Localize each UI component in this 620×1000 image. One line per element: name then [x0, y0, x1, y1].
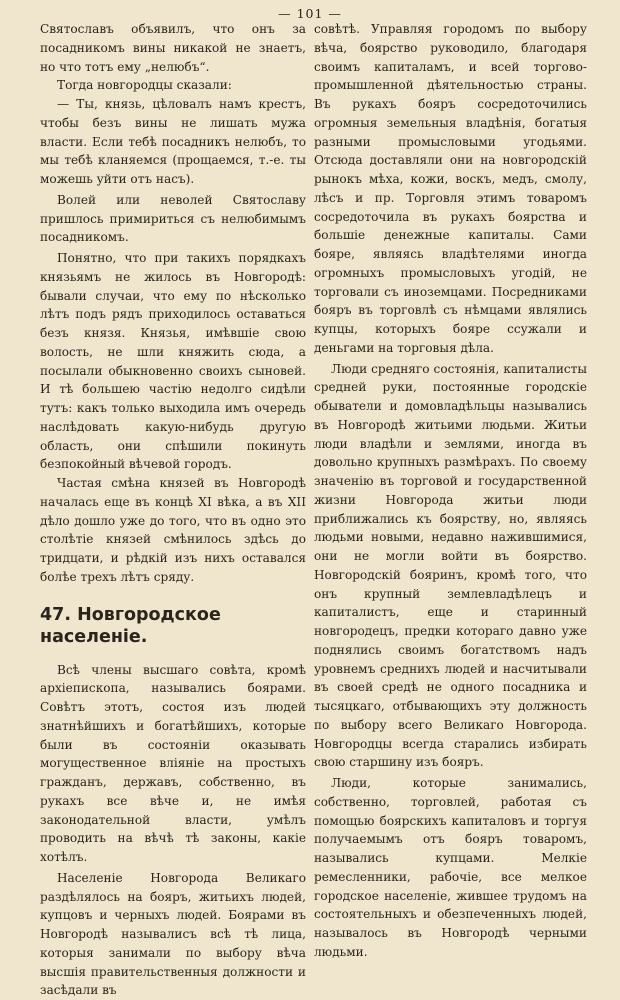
paragraph: Волей или неволей Святославу пришлось примириться съ нелюбимымъ посадникомъ. [40, 192, 306, 245]
left-column [40, 20, 306, 1000]
paragraph: Понятно, что при такихъ порядкахъ князьямъ не жилось въ Новгородѣ: бывали случаи, что ему по нѣсколько лѣтъ подъ рядъ приходилось оставаться безъ князя. Князья, имѣвшіе свою волость, не шли княжить сюда, а посылали обыкновенно своихъ сыновей. И тѣ большею частію недолго сидѣли тутъ: какъ только выходила имъ очередь наслѣдовать какую-нибудь другую область, они спѣшили покинуть безпокойный вѣчевой городъ. [40, 251, 306, 472]
paragraph: Святославъ объявилъ, что онъ за посадникомъ вины никакой не знаетъ, но что тотъ ему „нелюбъ“. [40, 22, 306, 74]
paragraph: Люди, которые занимались, собственно, торговлей, работая съ помощью боярскихъ капиталовъ и торгуя получаемымъ отъ бояръ товаромъ, назывались купцами. Мелкіе ремесленники, рабочіе, все мелкое городское населеніе, жившее трудомъ на состоятельныхъ и обезпеченныхъ людей, называлось въ Новгородѣ черными людьми. [314, 776, 587, 959]
paragraph: — Ты, князь, цѣловалъ намъ крестъ, чтобы безъ вины не лишать мужа власти. Если тебѣ посадникъ нелюбъ, то мы тебѣ кланяемся (прощаемся, т.-е. ты можешь уйти отъ насъ). [40, 97, 306, 186]
right-column [314, 20, 587, 962]
page-number: — 101 — [278, 6, 342, 21]
paragraph: Населеніе Новгорода Великаго раздѣлялось на бояръ, житьихъ людей, купцовъ и черныхъ людей. Боярами въ Новгородѣ называлисъ всѣ тѣ лица, которыя занимали по выбору вѣча высшія правительственныя должности и засѣдали въ [40, 870, 306, 998]
paragraph: Люди средняго состоянія, капиталисты средней руки, постоянные городскіе обыватели и домовладѣльцы назывались въ Новгородѣ житьими людьми. Житьи люди владѣли и землями, иногда въ довольно крупныхъ размѣрахъ. По своему значенію въ торговой и государственной жизни Новгорода житьи люди приближались къ боярству, но, являясь людьми новыми, недавно нажившимися, они не могли войти въ боярство. Новгородскій бояринъ, кромѣ того, что онъ крупный землевладѣлецъ и капиталистъ, еще и старинный новгородецъ, предки котораго давно уже поднялись своимъ богатствомъ надъ уровнемъ среднихъ людей и насчитывали въ своей средѣ не одного посадника и тысяцкаго, отбывающихъ эту должность по выбору всего Великаго Новгорода. Новгородцы всегда старались избирать свою старшину изъ бояръ. [314, 361, 587, 770]
paragraph: Тогда новгородцы сказали: [57, 78, 232, 93]
paragraph: Частая смѣна князей въ Новгородѣ началась еще въ концѣ XI вѣка, а въ XII дѣло дошло уже до того, что въ одно это столѣтіе князей смѣнилось здѣсь до тридцати, и рѣдкій изъ нихъ оставался болѣе трехъ лѣтъ сряду. [40, 476, 306, 584]
section-heading: 47. Новгородское населеніе. [40, 604, 221, 647]
paragraph: совѣтѣ. Управляя городомъ по выбору вѣча, боярство руководило, благодаря своимъ капиталамъ, и всей торгово-промышленной дѣятельностью страны. Въ рукахъ бояръ сосредоточились огромныя земельныя владѣнія, богатыя разными промысловыми угодьями. Отсюда доставляли они на новгородскій рынокъ мѣха, кожи, воскъ, медъ, смолу, лѣсъ и пр. Торговля этимъ товаромъ сосредоточила въ рукахъ боярства и большіе денежные капиталы. Сами бояре, являясь владѣтелями иногда огромныхъ промысловыхъ угодій, не торговали съ иноземцами. Посредниками бояръ въ торговлѣ съ нѣмцами являлись купцы, которыхъ бояре ссужали и деньгами на торговыя дѣла. [314, 22, 587, 355]
paragraph: Всѣ члены высшаго совѣта, кромѣ архіепископа, назывались боярами. Совѣтъ этотъ, состоя изъ людей знатнѣйшихъ и богатѣйшихъ, которые были въ состояніи оказывать могущественное вліяніе на простыхъ гражданъ, державъ, собственно, въ рукахъ все вѣче и, не имѣя законодательной власти, умѣлъ проводить на вѣчѣ тѣ законы, какіе хотѣлъ. [40, 662, 306, 864]
